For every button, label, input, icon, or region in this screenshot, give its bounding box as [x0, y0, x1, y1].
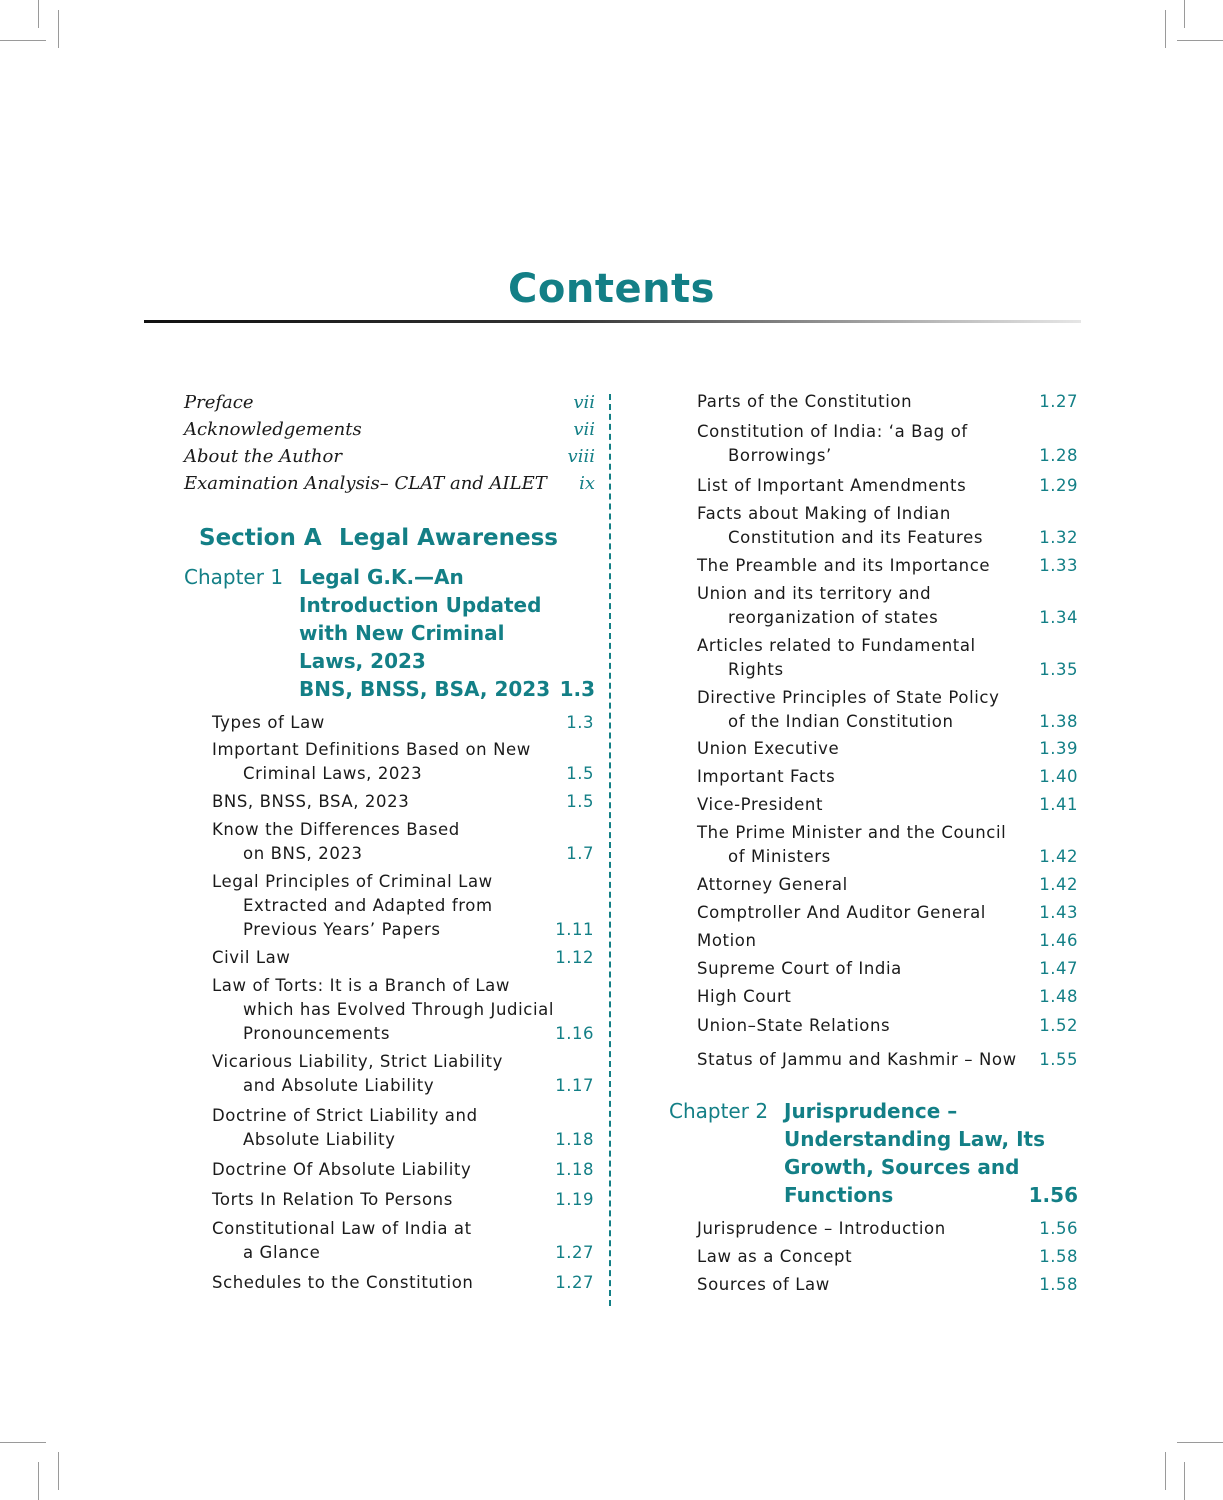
toc-entry-line: Vice-President: [697, 795, 824, 814]
toc-page-number: 1.32: [1039, 528, 1078, 547]
toc-page-number: 1.48: [1039, 987, 1078, 1006]
toc-entry-line: Important Facts: [697, 767, 836, 786]
toc-entry-line: Pronouncements: [243, 1024, 391, 1043]
toc-entry-line: The Prime Minister and the Council: [697, 823, 1007, 842]
toc-entry: [697, 737, 839, 761]
toc-entry-line: The Preamble and its Importance: [697, 556, 991, 575]
toc-page-number: 1.58: [1039, 1247, 1078, 1266]
chapter-label: Chapter 1: [184, 565, 284, 589]
crop-mark: [58, 10, 59, 48]
toc-entry: [697, 765, 835, 789]
toc-entry: [697, 1014, 890, 1038]
front-matter-page: vii: [573, 392, 595, 413]
toc-page-number: 1.39: [1039, 739, 1078, 758]
toc-entry-line: Torts In Relation To Persons: [212, 1190, 453, 1209]
toc-entry-line: Sources of Law: [697, 1275, 830, 1294]
front-matter-label: Preface: [184, 392, 254, 413]
toc-entry: [212, 738, 531, 786]
toc-page-number: 1.56: [1039, 1219, 1078, 1238]
toc-entry: [212, 1104, 478, 1152]
chapter-title-line: Introduction Updated: [299, 593, 542, 617]
toc-entry: [697, 554, 990, 578]
toc-entry: [697, 1273, 830, 1297]
front-matter-page: ix: [579, 473, 595, 494]
toc-entry-line: Doctrine of Strict Liability and: [212, 1106, 478, 1125]
toc-entry: [212, 790, 409, 814]
toc-page-number: 1.55: [1039, 1050, 1078, 1069]
column-divider: [609, 394, 611, 1306]
front-matter-label: Acknowledgements: [184, 419, 362, 440]
toc-entry: [212, 946, 290, 970]
toc-entry-line: High Court: [697, 987, 792, 1006]
toc-entry-line: Vicarious Liability, Strict Liability: [212, 1052, 503, 1071]
toc-entry: [697, 1245, 852, 1269]
front-matter-label: About the Author: [184, 446, 342, 467]
toc-entry: [697, 821, 1006, 869]
toc-entry-line: Attorney General: [697, 875, 848, 894]
toc-entry-line: Types of Law: [212, 713, 325, 732]
chapter-title-line: Understanding Law, Its: [784, 1127, 1046, 1151]
toc-entry-line: Supreme Court of India: [697, 959, 902, 978]
toc-page-number: 1.16: [555, 1024, 594, 1043]
toc-entry-line: Borrowings’: [728, 446, 832, 465]
toc-page-number: 1.46: [1039, 931, 1078, 950]
crop-mark: [0, 1442, 46, 1443]
toc-page-number: 1.17: [555, 1076, 594, 1095]
toc-entry-line: Constitutional Law of India at: [212, 1219, 472, 1238]
toc-entry: [212, 711, 325, 735]
toc-page-number: 1.38: [1039, 712, 1078, 731]
toc-page-number: 1.11: [555, 920, 594, 939]
toc-entry-line: a Glance: [243, 1243, 321, 1262]
toc-entry-line: Parts of the Constitution: [697, 392, 913, 411]
crop-mark: [1184, 1462, 1185, 1500]
toc-entry: [212, 1158, 471, 1182]
chapter-title-line: Laws, 2023: [299, 649, 426, 673]
toc-page-number: 1.5: [566, 764, 594, 783]
toc-page-number: 1.47: [1039, 959, 1078, 978]
toc-entry: [212, 1050, 503, 1098]
toc-entry: [697, 634, 976, 682]
toc-entry-line: Articles related to Fundamental: [697, 636, 976, 655]
toc-entry: [212, 1188, 453, 1212]
crop-mark: [0, 40, 46, 41]
toc-entry-line: Comptroller And Auditor General: [697, 903, 986, 922]
chapter-page: 1.3: [559, 677, 595, 701]
title-rule: [144, 320, 1081, 323]
toc-page-number: 1.12: [555, 948, 594, 967]
toc-page-number: 1.35: [1039, 660, 1078, 679]
toc-entry-line: of the Indian Constitution: [728, 712, 954, 731]
toc-entry: [697, 420, 968, 468]
toc-entry-line: Jurisprudence – Introduction: [697, 1219, 946, 1238]
chapter-title-line: BNS, BNSS, BSA, 2023: [299, 677, 551, 701]
toc-page-number: 1.40: [1039, 767, 1078, 786]
toc-entry-line: Motion: [697, 931, 757, 950]
toc-entry-line: Important Definitions Based on New: [212, 740, 531, 759]
toc-entry-line: on BNS, 2023: [243, 844, 363, 863]
toc-page-number: 1.34: [1039, 608, 1078, 627]
toc-entry-line: BNS, BNSS, BSA, 2023: [212, 792, 410, 811]
toc-page-number: 1.27: [555, 1273, 594, 1292]
toc-entry-line: Know the Differences Based: [212, 820, 460, 839]
chapter-page: 1.56: [1028, 1183, 1078, 1207]
page-title: Contents: [508, 266, 715, 312]
crop-mark: [38, 0, 39, 28]
toc-entry-line: Absolute Liability: [243, 1130, 396, 1149]
chapter-title-line: Legal G.K.—An: [299, 565, 464, 589]
toc-page-number: 1.52: [1039, 1016, 1078, 1035]
toc-page-number: 1.43: [1039, 903, 1078, 922]
front-matter-label: Examination Analysis– CLAT and AILET: [184, 473, 547, 494]
crop-mark: [1165, 1452, 1166, 1490]
toc-entry-line: List of Important Amendments: [697, 476, 967, 495]
toc-entry: [697, 474, 966, 498]
toc-entry-line: Schedules to the Constitution: [212, 1273, 474, 1292]
toc-page-number: 1.5: [566, 792, 594, 811]
toc-entry-line: Facts about Making of Indian: [697, 504, 951, 523]
chapter-label: Chapter 2: [669, 1099, 769, 1123]
toc-page-number: 1.7: [566, 844, 594, 863]
toc-entry: [212, 870, 493, 942]
toc-entry: [212, 1217, 472, 1265]
toc-entry-line: reorganization of states: [728, 608, 939, 627]
chapter-title-line: Jurisprudence –: [784, 1099, 958, 1123]
toc-entry: [697, 957, 902, 981]
toc-page-number: 1.27: [1039, 392, 1078, 411]
toc-entry-line: Union and its territory and: [697, 584, 932, 603]
crop-mark: [38, 1462, 39, 1500]
toc-entry: [697, 1217, 946, 1241]
toc-entry-line: Union Executive: [697, 739, 840, 758]
toc-entry-line: Previous Years’ Papers: [243, 920, 441, 939]
toc-entry-line: which has Evolved Through Judicial: [243, 1000, 555, 1019]
chapter-title-line: Growth, Sources and: [784, 1155, 1020, 1179]
toc-entry: [697, 390, 912, 414]
toc-entry-line: and Absolute Liability: [243, 1076, 435, 1095]
toc-entry: [697, 985, 792, 1009]
toc-entry: [697, 502, 983, 550]
toc-page-number: 1.58: [1039, 1275, 1078, 1294]
toc-entry-line: Extracted and Adapted from: [243, 896, 493, 915]
toc-entry-line: Law of Torts: It is a Branch of Law: [212, 976, 510, 995]
toc-entry: [697, 686, 999, 734]
toc-entry-line: Directive Principles of State Policy: [697, 688, 1000, 707]
toc-entry-line: of Ministers: [728, 847, 831, 866]
crop-mark: [1165, 10, 1166, 48]
toc-entry-line: Union–State Relations: [697, 1016, 891, 1035]
front-matter-page: vii: [573, 419, 595, 440]
toc-entry-line: Civil Law: [212, 948, 291, 967]
toc-entry-line: Constitution of India: ‘a Bag of: [697, 422, 968, 441]
toc-page-number: 1.18: [555, 1130, 594, 1149]
toc-entry: [697, 873, 848, 897]
toc-page-number: 1.42: [1039, 875, 1078, 894]
toc-entry-line: Doctrine Of Absolute Liability: [212, 1160, 472, 1179]
front-matter-page: viii: [567, 446, 595, 467]
toc-entry: [212, 1271, 473, 1295]
chapter-title-line: Functions: [784, 1183, 894, 1207]
toc-entry-line: Status of Jammu and Kashmir – Now: [697, 1050, 1017, 1069]
toc-page-number: 1.41: [1039, 795, 1078, 814]
toc-page-number: 1.42: [1039, 847, 1078, 866]
crop-mark: [1184, 0, 1185, 28]
toc-page-number: 1.27: [555, 1243, 594, 1262]
toc-entry-line: Law as a Concept: [697, 1247, 853, 1266]
toc-entry-line: Rights: [728, 660, 784, 679]
toc-entry: [697, 901, 986, 925]
crop-mark: [1177, 1442, 1223, 1443]
toc-entry: [212, 818, 460, 866]
toc-page-number: 1.33: [1039, 556, 1078, 575]
toc-entry: [697, 793, 823, 817]
section-label: Section A: [199, 525, 322, 551]
toc-entry-line: Criminal Laws, 2023: [243, 764, 423, 783]
toc-entry: [697, 582, 938, 630]
section-title: Legal Awareness: [339, 525, 558, 551]
toc-page-number: 1.28: [1039, 446, 1078, 465]
chapter-title-line: with New Criminal: [299, 621, 505, 645]
crop-mark: [1177, 40, 1223, 41]
toc-page-number: 1.3: [566, 713, 594, 732]
toc-entry-line: Legal Principles of Criminal Law: [212, 872, 493, 891]
crop-mark: [58, 1452, 59, 1490]
toc-entry: [212, 974, 554, 1046]
toc-page-number: 1.29: [1039, 476, 1078, 495]
toc-page-number: 1.18: [555, 1160, 594, 1179]
toc-entry: [697, 929, 757, 953]
toc-page-number: 1.19: [555, 1190, 594, 1209]
toc-entry-line: Constitution and its Features: [728, 528, 984, 547]
toc-entry: [697, 1048, 1017, 1072]
